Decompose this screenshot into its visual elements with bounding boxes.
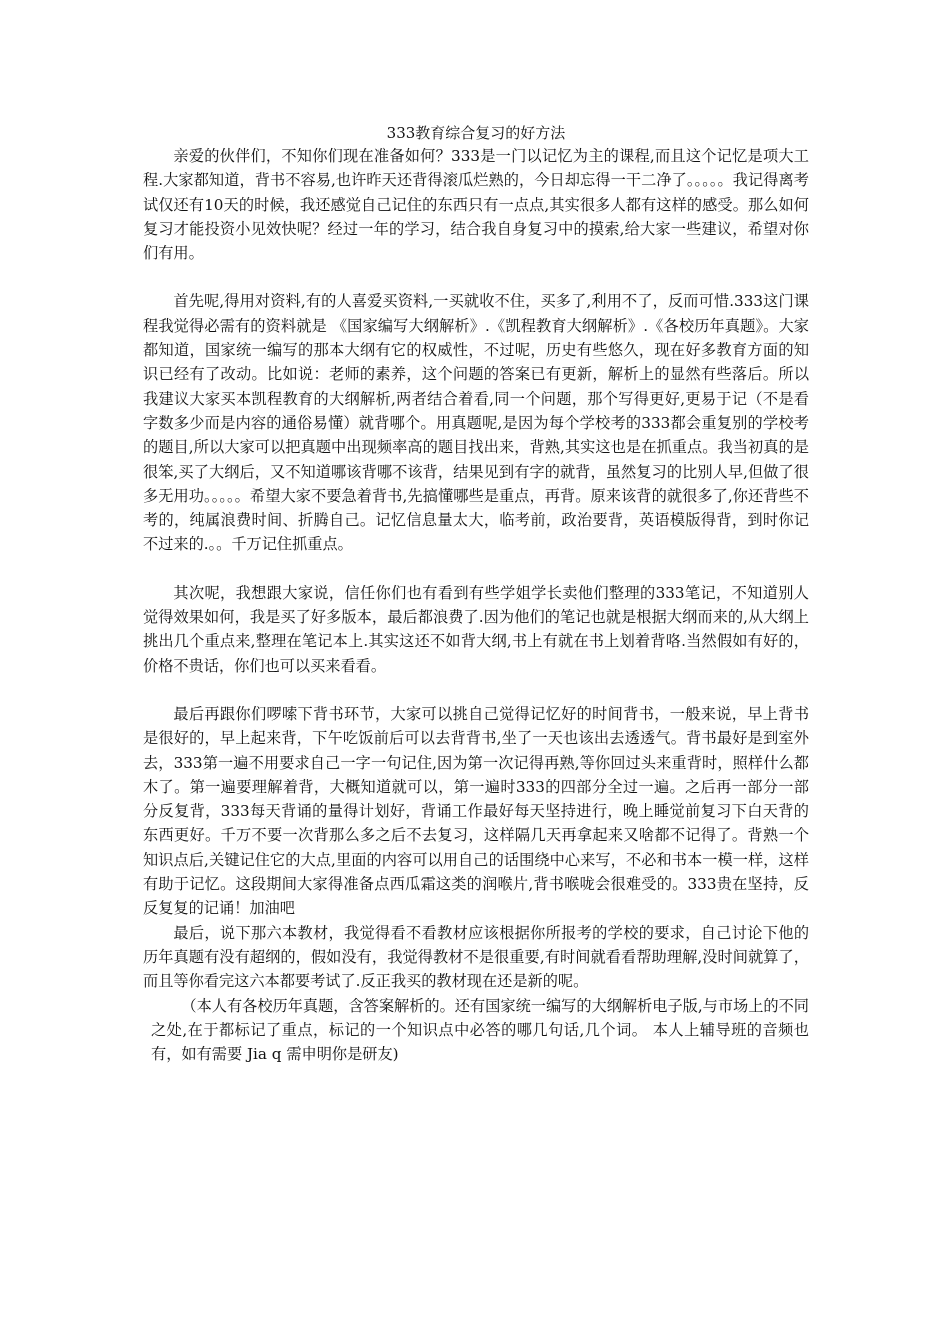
paragraph-memorization: 最后再跟你们啰嗦下背书环节，大家可以挑自己觉得记忆好的时间背书，一般来说，早上背书是很好的，早上起来背，下午吃饭前后可以去背背书,坐了一天也该出去透透气。背书最好是到室外去，333第一遍不用要求自己一字一句记住,因为第一次记得再熟,等你回过头来重背时，照样什么都木了。第一遍要理解着背，大概知道就可以，第一遍时333的四部分全过一遍。之后再一部分一部分反复背，333每天背诵的量得计划好，背诵工作最好每天坚持进行，晚上睡觉前复习下白天背的东西更好。千万不要一次背那么多之后不去复习，这样隔几天再拿起来又啥都不记得了。背熟一个知识点后,关键记住它的大点,里面的内容可以用自己的话围绕中心来写，不必和书本一模一样，这样有助于记忆。这段期间大家得准备点西瓜霜这类的润喉片,背书喉咙会很难受的。333贵在坚持，反反复复的记诵！加油吧 [143,704,809,918]
paragraph-intro: 亲爱的伙伴们，不知你们现在准备如何？333是一门以记忆为主的课程,而且这个记忆是项大工程.大家都知道，背书不容易,也许昨天还背得滚瓜烂熟的，今日却忘得一干二净了。。。。。我记得离考试仅还有10天的时候，我还感觉自己记住的东西只有一点点,其实很多人都有这样的感受。那么如何复习才能投资小见效快呢？经过一年的学习，结合我自身复习中的摸索,给大家一些建议，希望对你们有用。 [143,147,809,263]
paragraph-textbooks: 最后，说下那六本教材，我觉得看不看教材应该根据你所报考的学校的要求，自己讨论下他的历年真题有没有超纲的，假如没有，我觉得教材不是很重要,有时间就看看帮助理解,没时间就算了，而且等你看完这六本都要考试了.反正我买的教材现在还是新的呢。 [143,923,809,991]
document-title: 333教育综合复习的好方法 [386,124,566,142]
document-page [143,122,809,1066]
paragraph-materials: 首先呢,得用对资料,有的人喜爱买资料,一买就收不住，买多了,利用不了，反而可惜.333这门课程我觉得必需有的资料就是 《国家编写大纲解析》.《凯程教育大纲解析》.《各校历年真题》。大家都知道，国家统一编写的那本大纲有它的权威性，不过呢，历史有些悠久，现在好多教育方面的知识已经有了改动。比如说：老师的素养，这个问题的答案已有更新，解析上的显然有些落后。所以我建议大家买本凯程教育的大纲解析,两者结合着看,同一个问题，那个写得更好,更易于记（不是看字数多少而是内容的通俗易懂）就背哪个。用真题呢,是因为每个学校考的333都会重复别的学校考的题目,所以大家可以把真题中出现频率高的题目找出来，背熟,其实这也是在抓重点。我当初真的是很笨,买了大纲后，又不知道哪该背哪不该背，结果见到有字的就背，虽然复习的比别人早,但做了很多无用功。。。。。希望大家不要急着背书,先搞懂哪些是重点，再背。原来该背的就很多了,你还背些不考的，纯属浪费时间、折腾自己。记忆信息量太大，临考前，政治要背，英语模版得背，到时你记不过来的.。。千万记住抓重点。 [143,292,809,554]
paragraph-notes: 其次呢，我想跟大家说，信任你们也有看到有些学姐学长卖他们整理的333笔记，不知道别人觉得效果如何，我是买了好多版本，最后都浪费了.因为他们的笔记也就是根据大纲而来的,从大纲上挑出几个重点来,整理在笔记本上.其实这还不如背大纲,书上有就在书上划着背咯.当然假如有好的，价格不贵话，你们也可以买来看看。 [143,583,809,675]
paragraph-contact-note: （本人有各校历年真题，含答案解析的。还有国家统一编写的大纲解析电子版,与市场上的不同之处,在于都标记了重点，标记的一个知识点中必答的哪几句话,几个词。 本人上辅导班的音频也有，如有需要 Jia q 需申明你是研友) [151,996,809,1064]
